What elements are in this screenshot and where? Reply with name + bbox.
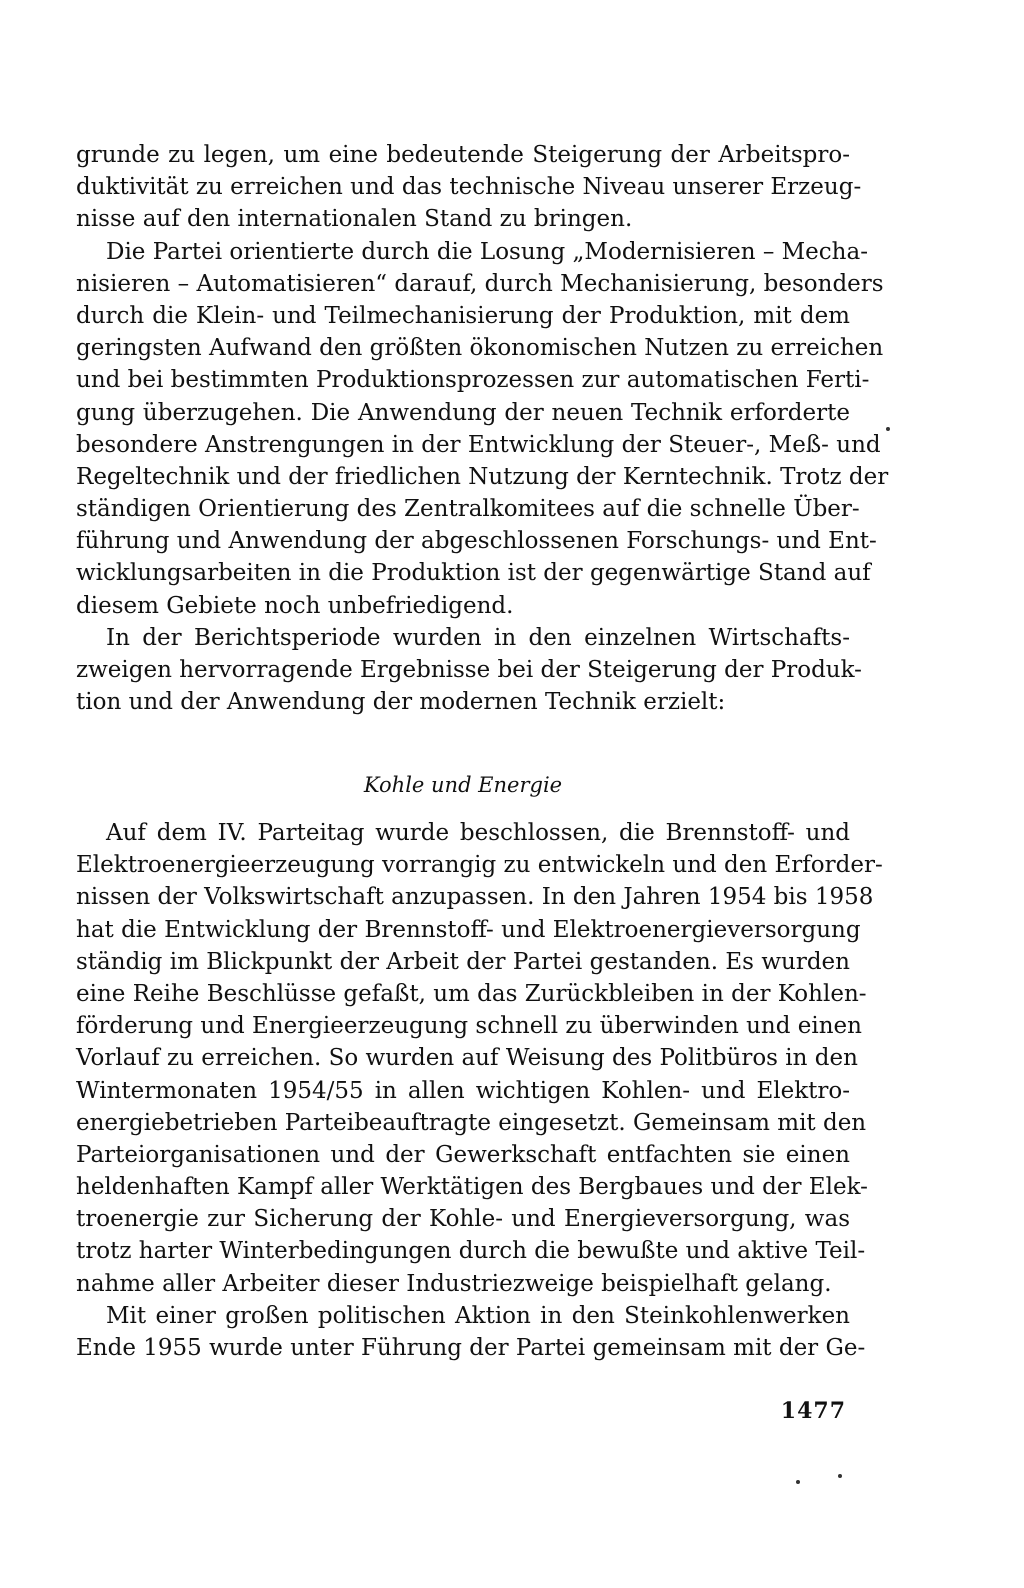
text-line: ständig im Blickpunkt der Arbeit der Partei gestanden. Es wurden bbox=[76, 948, 850, 975]
text-line: Vorlauf zu erreichen. So wurden auf Weisung des Politbüros in den bbox=[76, 1045, 858, 1072]
text-line: trotz harter Winterbedingungen durch die bewußte und aktive Teil- bbox=[76, 1238, 866, 1265]
text-line: Regeltechnik und der friedlichen Nutzung der Kerntechnik. Trotz der bbox=[76, 463, 889, 490]
text-line: Mit einer großen politischen Aktion in den Steinkohlenwerken bbox=[106, 1302, 850, 1329]
text-line: besondere Anstrengungen in der Entwicklung der Steuer-, Meß- und bbox=[76, 431, 881, 458]
text-line: duktivität zu erreichen und das technische Niveau unserer Erzeug- bbox=[76, 174, 862, 201]
text-line: nisse auf den internationalen Stand zu bringen. bbox=[76, 206, 633, 233]
text-line: nisieren – Automatisieren“ darauf, durch Mechanisierung, besonders bbox=[76, 270, 884, 297]
body-text-energy bbox=[76, 817, 883, 1364]
text-line: Elektroenergieerzeugung vorrangig zu entwickeln und den Erforder- bbox=[76, 852, 883, 879]
text-line: hat die Entwicklung der Brennstoff- und Elektroenergieversorgung bbox=[76, 916, 861, 943]
text-line: Wintermonaten 1954/55 in allen wichtigen Kohlen- und Elektro- bbox=[76, 1077, 850, 1104]
text-line: Ende 1955 wurde unter Führung der Partei gemeinsam mit der Ge- bbox=[76, 1335, 866, 1361]
body-text-top bbox=[76, 139, 889, 718]
text-line: gung überzugehen. Die Anwendung der neuen Technik erforderte bbox=[76, 399, 850, 426]
text-line: troenergie zur Sicherung der Kohle- und Energieversorgung, was bbox=[76, 1206, 850, 1233]
text-line: grunde zu legen, um eine bedeutende Steigerung der Arbeitspro- bbox=[76, 142, 850, 168]
text-line: Die Partei orientierte durch die Losung „Modernisieren – Mecha- bbox=[106, 238, 868, 265]
text-line: führung und Anwendung der abgeschlossenen Forschungs- und Ent- bbox=[76, 528, 877, 555]
page-number: 1477 bbox=[780, 1398, 846, 1424]
text-line: heldenhaften Kampf aller Werktätigen des Bergbaues und der Elek- bbox=[76, 1174, 868, 1201]
text-line: geringsten Aufwand den größten ökonomischen Nutzen zu erreichen bbox=[76, 335, 884, 362]
text-line: In der Berichtsperiode wurden in den einzelnen Wirtschafts- bbox=[106, 624, 850, 651]
text-line: nahme aller Arbeiter dieser Industriezweige beispielhaft gelang. bbox=[76, 1270, 832, 1297]
text-line: tion und der Anwendung der modernen Technik erzielt: bbox=[76, 689, 726, 716]
print-speck bbox=[838, 1474, 842, 1478]
print-speck bbox=[796, 1480, 800, 1484]
text-line: Auf dem IV. Parteitag wurde beschlossen, die Brennstoff- und bbox=[106, 820, 850, 846]
text-line: wicklungsarbeiten in die Produktion ist der gegenwärtige Stand auf bbox=[76, 560, 871, 587]
section-heading: Kohle und Energie bbox=[363, 773, 563, 797]
text-line: Parteiorganisationen und der Gewerkschaft entfachten sie einen bbox=[76, 1141, 850, 1168]
text-line: ständigen Orientierung des Zentralkomitees auf die schnelle Über- bbox=[76, 496, 860, 523]
print-speck bbox=[886, 427, 890, 431]
text-line: durch die Klein- und Teilmechanisierung der Produktion, mit dem bbox=[76, 302, 850, 329]
text-line: förderung und Energieerzeugung schnell zu überwinden und einen bbox=[76, 1013, 862, 1040]
text-line: energiebetrieben Parteibeauftragte eingesetzt. Gemeinsam mit den bbox=[76, 1109, 867, 1136]
text-line: nissen der Volkswirtschaft anzupassen. In den Jahren 1954 bis 1958 bbox=[76, 884, 874, 911]
text-line: diesem Gebiete noch unbefriedigend. bbox=[76, 592, 514, 619]
text-line: eine Reihe Beschlüsse gefaßt, um das Zurückbleiben in der Kohlen- bbox=[76, 980, 867, 1007]
text-line: und bei bestimmten Produktionsprozessen zur automatischen Ferti- bbox=[76, 367, 870, 394]
text-line: zweigen hervorragende Ergebnisse bei der Steigerung der Produk- bbox=[76, 657, 862, 683]
